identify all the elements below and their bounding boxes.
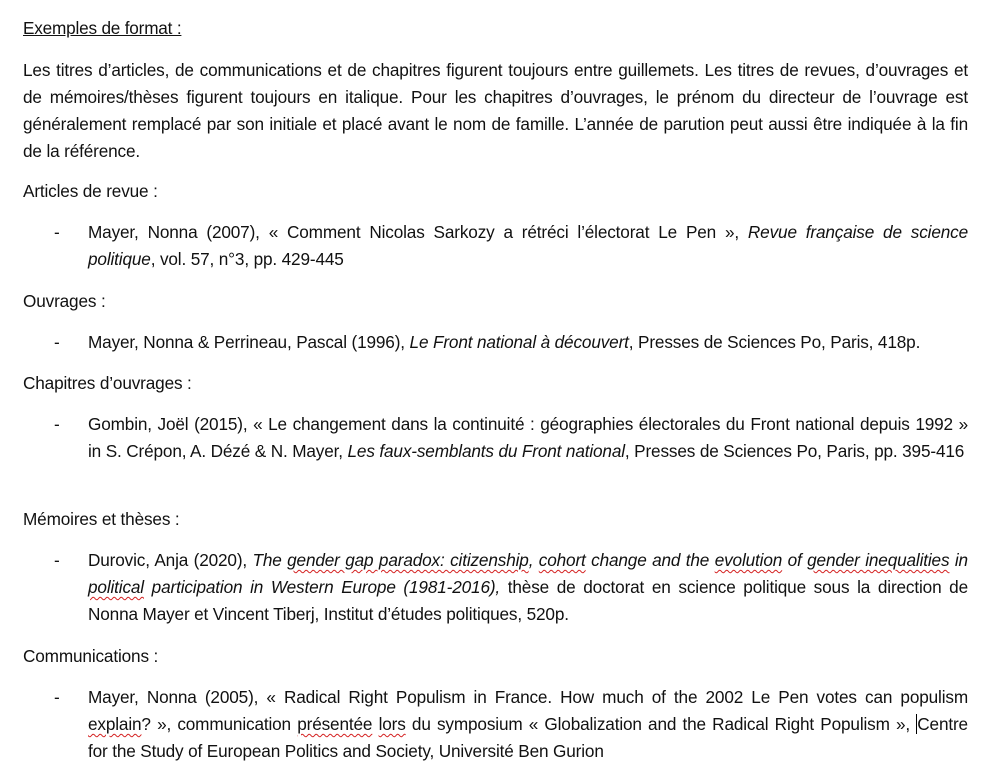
list-dash: - [54, 687, 60, 707]
spellcheck-underline[interactable]: political [88, 577, 144, 597]
spellcheck-underline[interactable]: cohort [538, 550, 586, 570]
ref-author-chapter: Gombin, Joël (2015), « Le changement dans la continuité : géographies électorales du Front national depuis 1992 » in S. Crépon, A. Dézé & N. Mayer, [88, 414, 968, 461]
ref-thesis-details: thèse de doctorat en science politique sous la direction de Nonna Mayer et Vincent Tiberj, Institut d’études politiques, 520p. [88, 577, 968, 624]
spellcheck-underline[interactable]: lors [378, 714, 406, 734]
section-label-chapitres: Chapitres d’ouvrages : [23, 373, 192, 393]
ref-book-title: Les faux-semblants du Front national [347, 441, 625, 461]
reference-article [88, 219, 968, 273]
ref-author-title: Mayer, Nonna (2007), « Comment Nicolas Sarkozy a rétréci l’électorat Le Pen », [88, 222, 748, 242]
ref-publisher: , Presses de Sciences Po, Paris, pp. 395-416 [624, 441, 965, 461]
title-part: in [949, 550, 968, 570]
title-part: participation in Western Europe (1981-2016), [143, 577, 501, 597]
section-label-ouvrages: Ouvrages : [23, 291, 106, 311]
ref-journal-title: Revue française de science politique [88, 222, 968, 269]
spellcheck-underline[interactable]: gender gap paradox: citizenship [287, 550, 529, 570]
intro-paragraph: Les titres d’articles, de communications et de chapitres figurent toujours entre guillemets. Les titres de revues, d’ouvrages et de mémoires/thèses figurent toujours en italique. Pour les chapitres d’ouvrages, le prénom du directeur de l’ouvrage est généralement remplacé par son initiale et placé avant le nom de famille. L’année de parution peut aussi être indiquée à la fin de la référence. [23, 60, 968, 161]
spellcheck-underline[interactable]: présentée [297, 714, 373, 734]
reference-thesis [88, 547, 968, 628]
format-examples-heading: Exemples de format : [23, 18, 182, 38]
ref-author: Durovic, Anja (2020), [88, 550, 253, 570]
spellcheck-underline[interactable]: explain [88, 714, 142, 734]
ref-text: Centre for the Study of European Politics and Society, Université Ben Gurion [88, 714, 968, 761]
spellcheck-underline[interactable]: gender inequalities [807, 550, 950, 570]
list-dash: - [54, 332, 60, 352]
section-label-articles: Articles de revue : [23, 181, 158, 201]
title-part: , [528, 550, 539, 570]
reference-chapter [88, 411, 968, 465]
list-dash: - [54, 222, 60, 242]
ref-text: du symposium « Globalization and the Radical Right Populism », [405, 714, 917, 734]
list-dash: - [54, 550, 60, 570]
ref-book-title: Le Front national à découvert [409, 332, 629, 352]
title-part: of [782, 550, 808, 570]
ref-text: ? », communication [141, 714, 298, 734]
reference-book [88, 329, 968, 356]
section-label-memoires: Mémoires et thèses : [23, 509, 180, 529]
reference-communication [88, 684, 968, 765]
section-label-communications: Communications : [23, 646, 159, 666]
ref-authors: Mayer, Nonna & Perrineau, Pascal (1996), [88, 332, 410, 352]
title-part: change and the [585, 550, 715, 570]
ref-publisher: , Presses de Sciences Po, Paris, 418p. [628, 332, 921, 352]
ref-details: , vol. 57, n°3, pp. 429-445 [150, 249, 344, 269]
spellcheck-underline[interactable]: evolution [714, 550, 783, 570]
ref-text: Mayer, Nonna (2005), « Radical Right Populism in France. How much of the 2002 Le Pen votes can populism [88, 687, 968, 707]
title-part: The [252, 550, 288, 570]
list-dash: - [54, 414, 60, 434]
